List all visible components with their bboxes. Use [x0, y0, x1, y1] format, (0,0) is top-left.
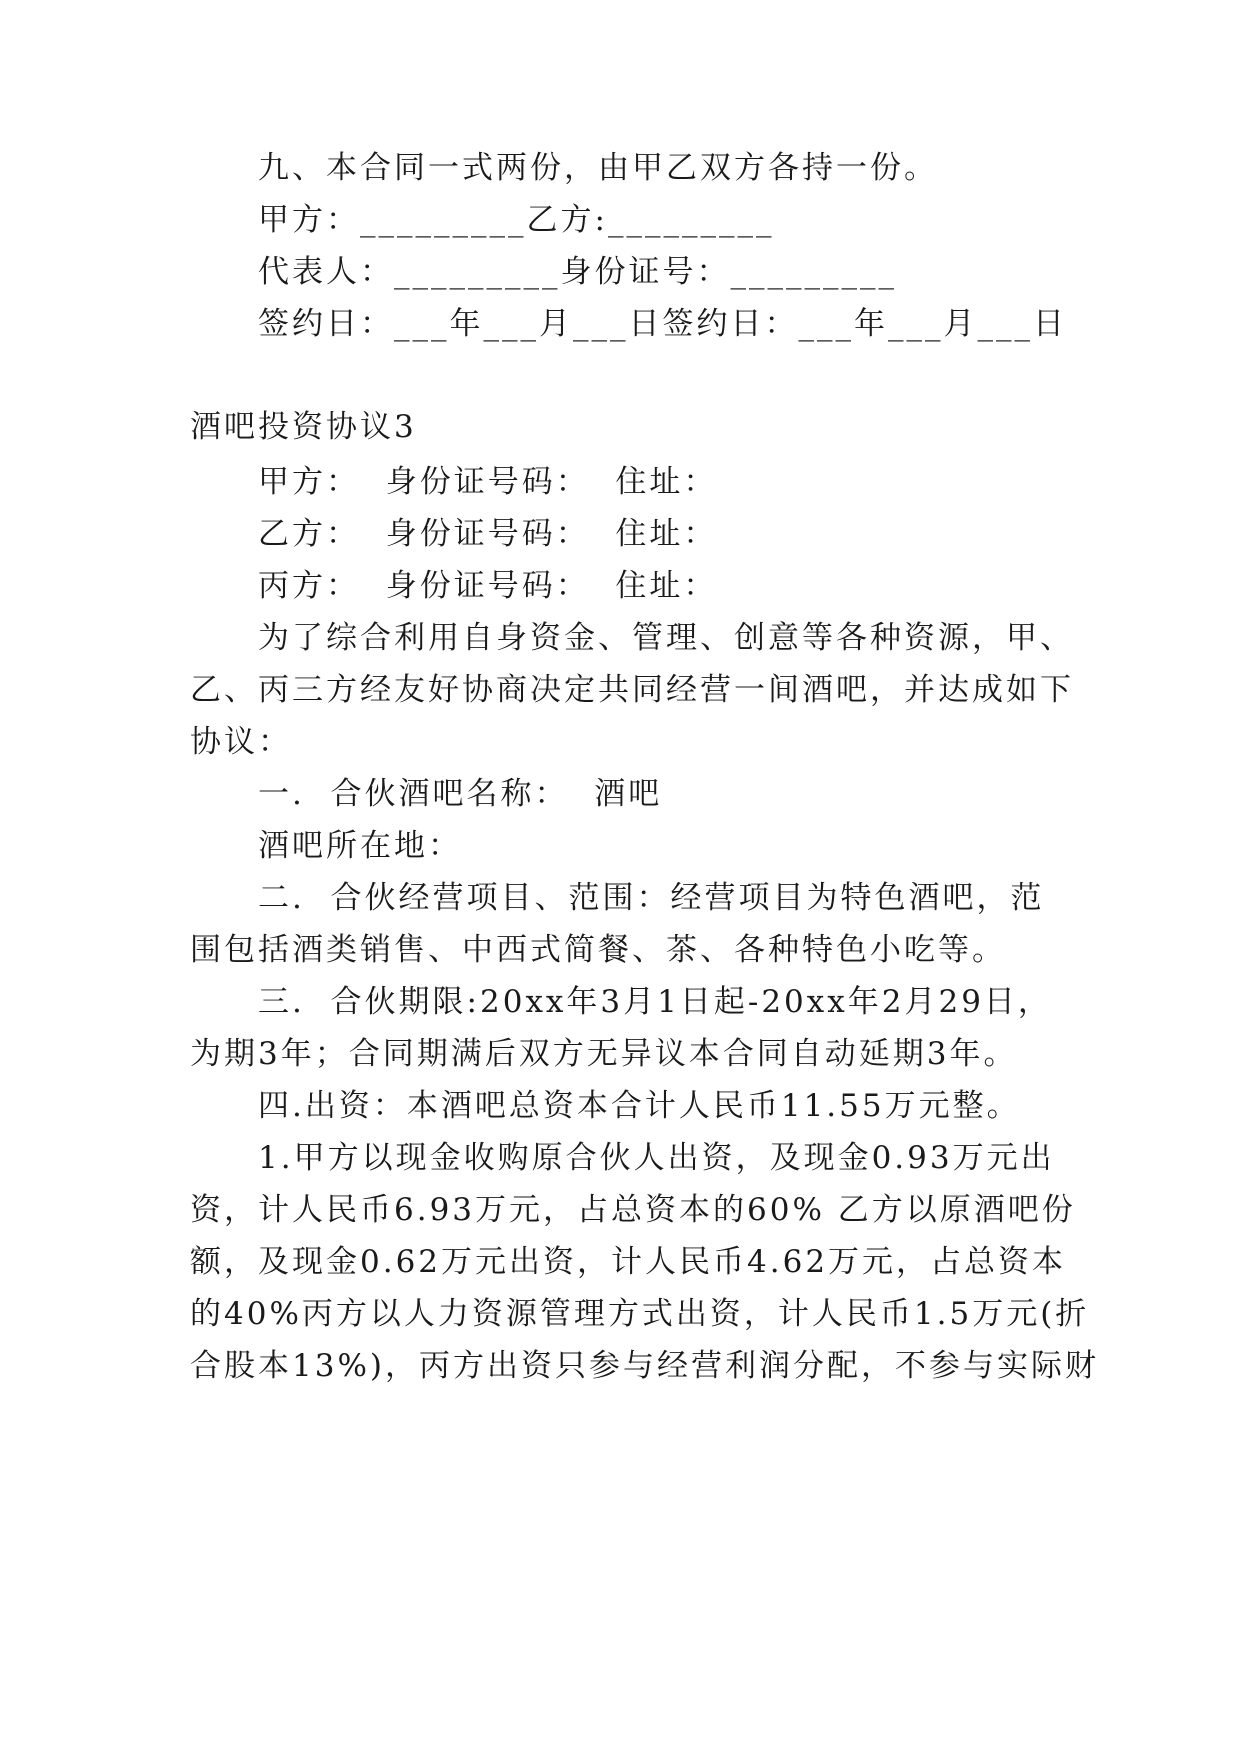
article-1-location: 酒吧所在地：	[258, 828, 462, 864]
signing-date-line: 签约日：___年___月___日签约日：___年___月___日	[258, 306, 1067, 342]
preamble-line-1: 为了综合利用自身资金、管理、创意等各种资源，甲、	[258, 620, 1074, 656]
contribution-1-line-2: 资，计人民币6.93万元，占总资本的60% 乙方以原酒吧份	[190, 1192, 1076, 1228]
article-2-line-2: 围包括酒类销售、中西式简餐、茶、各种特色小吃等。	[190, 932, 1006, 968]
article-4-line-1: 四.出资：本酒吧总资本合计人民币11.55万元整。	[258, 1088, 1021, 1124]
preamble-line-2: 乙、丙三方经友好协商决定共同经营一间酒吧，并达成如下	[190, 672, 1074, 708]
clause-9: 九、本合同一式两份，由甲乙双方各持一份。	[258, 150, 938, 186]
agreement-title: 酒吧投资协议3	[190, 409, 417, 445]
party-c-line: 丙方： 身份证号码： 住址：	[258, 568, 718, 604]
article-3-line-1: 三. 合伙期限:20xx年3月1日起-20xx年2月29日，	[258, 984, 1052, 1020]
preamble-line-3: 协议：	[190, 724, 292, 760]
party-signature-line: 甲方：_________乙方:_________	[258, 202, 775, 238]
contribution-1-line-1: 1.甲方以现金收购原合伙人出资，及现金0.93万元出	[258, 1140, 1055, 1176]
representative-id-line: 代表人：_________身份证号：_________	[258, 254, 897, 290]
contribution-1-line-3: 额，及现金0.62万元出资，计人民币4.62万元，占总资本	[190, 1244, 1067, 1280]
article-3-line-2: 为期3年；合同期满后双方无异议本合同自动延期3年。	[190, 1036, 1018, 1072]
party-b-line: 乙方： 身份证号码： 住址：	[258, 516, 718, 552]
contribution-1-line-5: 合股本13%)，丙方出资只参与经营利润分配，不参与实际财	[190, 1348, 1099, 1384]
party-a-line: 甲方： 身份证号码： 住址：	[258, 464, 718, 500]
article-1-name: 一. 合伙酒吧名称： 酒吧	[258, 776, 663, 812]
contribution-1-line-4: 的40%丙方以人力资源管理方式出资，计人民币1.5万元(折	[190, 1296, 1090, 1332]
article-2-line-1: 二. 合伙经营项目、范围：经营项目为特色酒吧，范	[258, 880, 1045, 916]
